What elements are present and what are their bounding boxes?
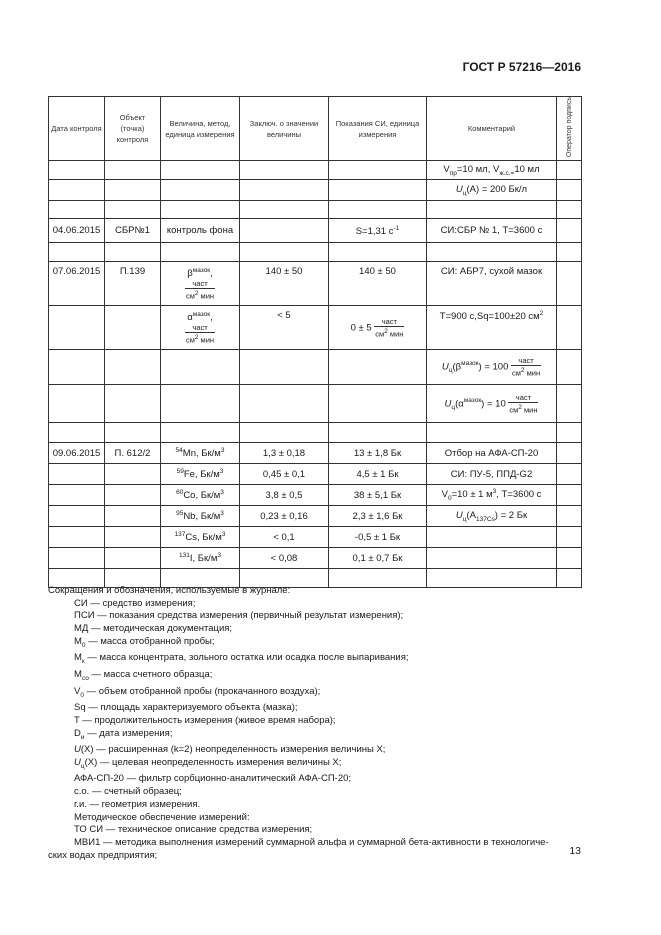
table-row [49, 306, 582, 350]
col-header-comment: Комментарий [427, 97, 557, 161]
table-row [49, 385, 582, 423]
reading-cell: 0 ± 5 $\frac{\text{част}}{см^2 мин}$ [329, 306, 427, 350]
comment-cell: $U_ц(A_{137Cs}) = 2$ Бк [427, 506, 557, 527]
comment-cell: $U_ц(\beta^{мазок}) = 100$ $\frac{\text{част}}{см^2 мин}$ [427, 350, 557, 385]
note-item: ТО СИ — техническое описание средства измерения; [74, 824, 313, 836]
comment-cell: СИ:СБР № 1, T=3600 с [427, 219, 557, 243]
reading-cell: 38 ± 5,1 Бк [329, 485, 427, 506]
conclusion-cell: < 5 [240, 306, 329, 350]
document-code: ГОСТ Р 57216—2016 [462, 60, 581, 74]
table-row [49, 464, 582, 485]
reading-cell: 140 ± 50 [329, 262, 427, 306]
notes-intro: Сокращения и обозначения, используемые в журнале: [48, 585, 291, 596]
note-item: СИ — средство измерения; [74, 597, 196, 609]
col-header-conclusion: Заключ. о значении величины [240, 97, 329, 161]
comment-cell: $U_ц(\alpha^{мазок}) = 10$ $\frac{\text{част}}{см^2 мин}$ [427, 385, 557, 423]
date-cell: 04.06.2015 [49, 219, 105, 243]
reading-cell: S=1,31 $c^{-1}$ [329, 219, 427, 243]
date-cell: 09.06.2015 [49, 443, 105, 464]
col-header-reading: Показания СИ, единица измерения [329, 97, 427, 161]
unit-fraction: $\frac{\text{част}}{см^2 мин}$ [185, 278, 215, 301]
quantity-cell: $\alpha^{мазок}$, $\frac{\text{част}}{см^2 мин}$ [161, 306, 240, 350]
conclusion-cell: 140 ± 50 [240, 262, 329, 306]
table-row [49, 161, 582, 180]
quantity-cell: $^{131}$I, $Бк/м^3$ [161, 548, 240, 569]
object-cell: СБР№1 [105, 219, 161, 243]
table-row [49, 350, 582, 385]
note-item: Методическое обеспечение измерений: [74, 811, 250, 823]
note-item: $V_0$ — объем отобранной пробы (прокачанного воздуха); [74, 685, 321, 699]
col-header-operator: Оператор подпись [557, 97, 582, 161]
comment-cell: $V_0=10 \pm 1$ $м^3$, T=3600 с [427, 485, 557, 506]
note-item: ских водах предприятия; [48, 849, 158, 861]
quantity-cell: $^{137}$Cs, $Бк/м^3$ [161, 527, 240, 548]
note-item: МВИ1 — методика выполнения измерений суммарной альфа и суммарной бета-активности в технологиче- [74, 837, 549, 848]
date-cell: 07.06.2015 [49, 262, 105, 306]
col-header-object: Объект (точка) контроля [105, 97, 161, 161]
note-item: ПСИ — показания средства измерения (первичный результат измерения); [74, 610, 404, 622]
table-row [49, 506, 582, 527]
table-row [49, 201, 582, 219]
note-item: $M_0$ — масса отобранной пробы; [74, 635, 215, 649]
table-row [49, 485, 582, 506]
quantity-cell: $^{59}$Fe, $Бк/м^3$ [161, 464, 240, 485]
object-cell: П.139 [105, 262, 161, 306]
note-item: МД — методическая документация; [74, 623, 233, 635]
conclusion-cell: 3,8 ± 0,5 [240, 485, 329, 506]
header-row [49, 97, 582, 161]
table-row [49, 262, 582, 306]
conclusion-cell: < 0,1 [240, 527, 329, 548]
reading-cell: 13 ± 1,8 Бк [329, 443, 427, 464]
table-row [49, 527, 582, 548]
comment-cell: СИ: АБР7, сухой мазок [427, 262, 557, 306]
col-header-date: Дата контроля [49, 97, 105, 161]
comment-cell: СИ: ПУ-5, ППД-G2 [427, 464, 557, 485]
object-cell: П. 612/2 [105, 443, 161, 464]
table-row [49, 423, 582, 443]
note-item: $M_{со}$ — масса счетного образца; [74, 669, 213, 682]
note-item: U(X) — расширенная (k=2) неопределенность измерения величины X; [74, 744, 386, 756]
note-item: АФА-СП-20 — фильтр сорбционно-аналитический АФА-СП-20; [74, 773, 352, 785]
reading-cell: -0,5 ± 1 Бк [329, 527, 427, 548]
quantity-cell: $^{60}$Co, $Бк/м^3$ [161, 485, 240, 506]
reading-cell: 0,1 ± 0,7 Бк [329, 548, 427, 569]
conclusion-cell: 0,45 ± 0,1 [240, 464, 329, 485]
conclusion-cell: 1,3 ± 0,18 [240, 443, 329, 464]
quantity-cell: контроль фона [161, 219, 240, 243]
quantity-cell: $\beta^{мазок}$, $\frac{\text{част}}{см^2 мин}$ [161, 262, 240, 306]
quantity-cell: $^{95}$Nb, $Бк/м^3$ [161, 506, 240, 527]
comment-cell: $U_ц(A) = 200$ Бк/л [427, 180, 557, 201]
table-row [49, 219, 582, 243]
abbreviations-notes [48, 585, 588, 862]
conclusion-cell: < 0,08 [240, 548, 329, 569]
note-item: г.и. — геометрия измерения. [74, 798, 201, 810]
reading-cell: 4,5 ± 1 Бк [329, 464, 427, 485]
comment-cell: Отбор на АФА-СП-20 [427, 443, 557, 464]
comment-cell: $V_{пр}=10$ мл, $V_{ж.с.=}10$ мл [427, 161, 557, 180]
table-row [49, 443, 582, 464]
note-item: $M_к$ — масса концентрата, зольного остатка или осадка после выпаривания; [74, 652, 409, 666]
table-row [49, 180, 582, 201]
note-item: T — продолжительность измерения (живое время набора); [74, 714, 336, 726]
col-header-quantity: Величина, метод, единица измерения [161, 97, 240, 161]
note-item: $U_ц(X)$ — целевая неопределенность измерения величины X; [74, 756, 342, 770]
unit-fraction: $\frac{\text{част}}{см^2 мин}$ [185, 322, 215, 345]
page-number: 13 [569, 845, 581, 857]
table-row [49, 243, 582, 262]
conclusion-cell: 0,23 ± 0,16 [240, 506, 329, 527]
note-item: с.о. — счетный образец; [74, 786, 182, 798]
reading-cell: 2,3 ± 1,6 Бк [329, 506, 427, 527]
table-row [49, 548, 582, 569]
note-item: $D_и$ — дата измерения; [74, 727, 173, 741]
journal-table [48, 96, 582, 588]
note-item: Sq — площадь характеризуемого объекта (мазка); [74, 702, 298, 714]
comment-cell: T=900 c,Sq=100±20 $см^2$ [427, 306, 557, 350]
quantity-cell: $^{54}$Mn, $Бк/м^3$ [161, 443, 240, 464]
